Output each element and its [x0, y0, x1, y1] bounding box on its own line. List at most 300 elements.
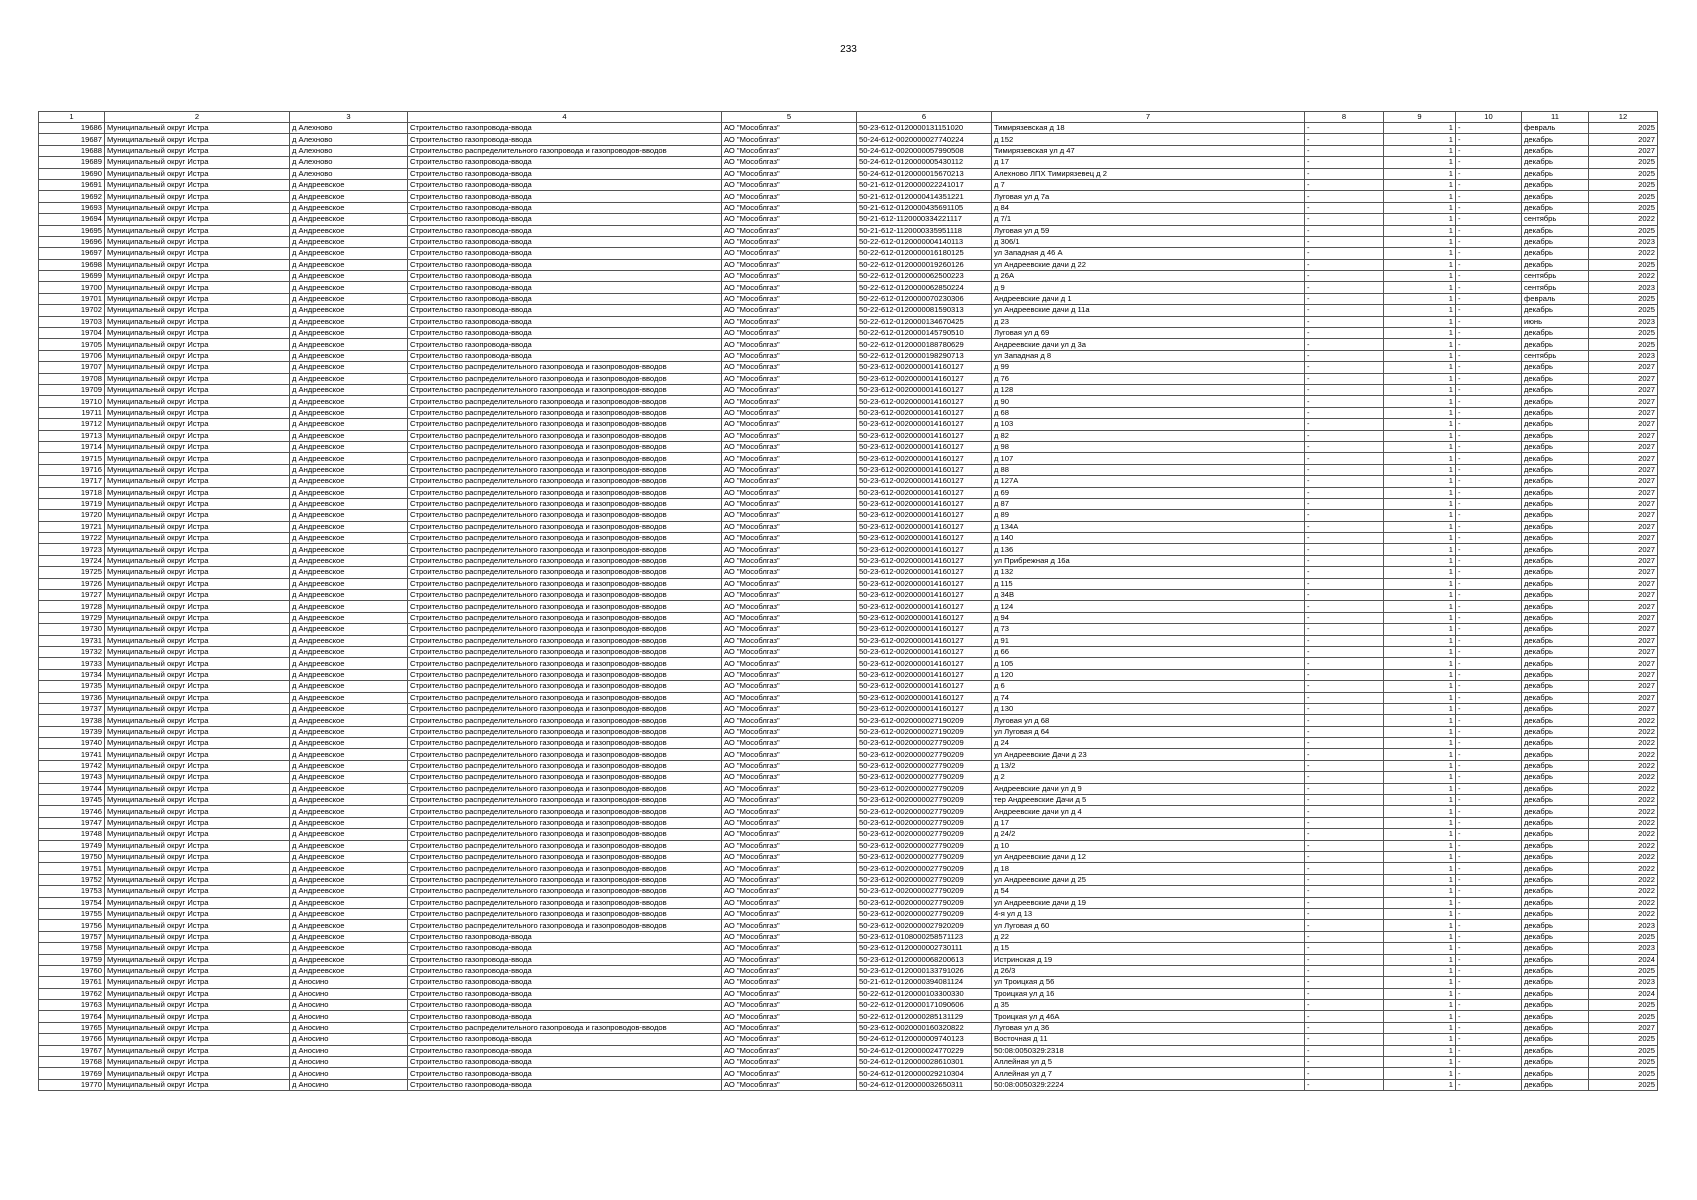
cell-municipality: Муниципальный округ Истра [105, 134, 290, 145]
cell-row-number: 19687 [39, 134, 105, 145]
table-row [39, 555, 1658, 566]
cell-organization: АО "Мособлгаз" [722, 134, 857, 145]
cell-settlement: д Андреевское [290, 726, 408, 737]
cell-quantity: 1 [1384, 396, 1456, 407]
cell-month: декабрь [1522, 1000, 1589, 1011]
table-row [39, 897, 1658, 908]
cell-col-8: - [1305, 179, 1384, 190]
cell-col-8: - [1305, 954, 1384, 965]
cell-organization: АО "Мособлгаз" [722, 1079, 857, 1090]
cell-row-number: 19705 [39, 339, 105, 350]
cell-col-10: - [1456, 179, 1522, 190]
cell-col-8: - [1305, 430, 1384, 441]
cell-row-number: 19726 [39, 578, 105, 589]
cell-municipality: Муниципальный округ Истра [105, 658, 290, 669]
cell-year: 2027 [1589, 487, 1658, 498]
cell-col-8: - [1305, 590, 1384, 601]
cell-col-8: - [1305, 931, 1384, 942]
cell-row-number: 19716 [39, 464, 105, 475]
cell-col-8: - [1305, 612, 1384, 623]
cell-organization: АО "Мособлгаз" [722, 419, 857, 430]
cell-request-id: 50-23-612-0020000014160127 [857, 590, 992, 601]
cell-request-id: 50-24-612-0120000024770229 [857, 1045, 992, 1056]
table-row [39, 988, 1658, 999]
cell-month: декабрь [1522, 601, 1589, 612]
cell-organization: АО "Мособлгаз" [722, 601, 857, 612]
cell-col-10: - [1456, 965, 1522, 976]
cell-work-type: Строительство распределительного газопровода и газопроводов-вводов [408, 715, 722, 726]
cell-work-type: Строительство газопровода-ввода [408, 328, 722, 339]
cell-month: декабрь [1522, 339, 1589, 350]
cell-work-type: Строительство распределительного газопровода и газопроводов-вводов [408, 590, 722, 601]
cell-month: декабрь [1522, 1034, 1589, 1045]
cell-address: д 98 [992, 441, 1305, 452]
cell-col-10: - [1456, 681, 1522, 692]
cell-col-10: - [1456, 362, 1522, 373]
cell-col-8: - [1305, 259, 1384, 270]
cell-month: декабрь [1522, 419, 1589, 430]
cell-request-id: 50-23-612-0020000014160127 [857, 681, 992, 692]
cell-request-id: 50-23-612-0020000027190209 [857, 726, 992, 737]
cell-col-8: - [1305, 533, 1384, 544]
cell-col-10: - [1456, 259, 1522, 270]
cell-row-number: 19702 [39, 305, 105, 316]
cell-col-8: - [1305, 624, 1384, 635]
cell-col-10: - [1456, 977, 1522, 988]
cell-quantity: 1 [1384, 863, 1456, 874]
cell-quantity: 1 [1384, 271, 1456, 282]
cell-row-number: 19753 [39, 886, 105, 897]
cell-address: д 17 [992, 817, 1305, 828]
cell-month: декабрь [1522, 407, 1589, 418]
cell-col-10: - [1456, 646, 1522, 657]
cell-municipality: Муниципальный округ Истра [105, 555, 290, 566]
cell-month: декабрь [1522, 544, 1589, 555]
cell-col-10: - [1456, 419, 1522, 430]
cell-work-type: Строительство распределительного газопровода и газопроводов-вводов [408, 601, 722, 612]
cell-col-10: - [1456, 339, 1522, 350]
cell-address: д 115 [992, 578, 1305, 589]
cell-month: декабрь [1522, 635, 1589, 646]
cell-settlement: д Андреевское [290, 498, 408, 509]
cell-col-10: - [1456, 567, 1522, 578]
cell-settlement: д Андреевское [290, 715, 408, 726]
cell-request-id: 50-23-612-0020000014160127 [857, 658, 992, 669]
cell-organization: АО "Мособлгаз" [722, 328, 857, 339]
cell-work-type: Строительство распределительного газопровода и газопроводов-вводов [408, 1022, 722, 1033]
cell-month: декабрь [1522, 738, 1589, 749]
cell-quantity: 1 [1384, 373, 1456, 384]
cell-col-10: - [1456, 271, 1522, 282]
cell-request-id: 50-23-612-0020000027790209 [857, 795, 992, 806]
cell-settlement: д Андреевское [290, 920, 408, 931]
cell-address: д 91 [992, 635, 1305, 646]
cell-work-type: Строительство газопровода-ввода [408, 293, 722, 304]
table-row [39, 795, 1658, 806]
cell-year: 2027 [1589, 692, 1658, 703]
cell-settlement: д Андреевское [290, 612, 408, 623]
cell-municipality: Муниципальный округ Истра [105, 840, 290, 851]
cell-organization: АО "Мособлгаз" [722, 908, 857, 919]
cell-request-id: 50-22-612-0120000070230306 [857, 293, 992, 304]
cell-work-type: Строительство распределительного газопровода и газопроводов-вводов [408, 829, 722, 840]
table-row [39, 829, 1658, 840]
cell-col-10: - [1456, 225, 1522, 236]
cell-request-id: 50-23-612-0020000027790209 [857, 806, 992, 817]
cell-quantity: 1 [1384, 1079, 1456, 1090]
cell-work-type: Строительство распределительного газопровода и газопроводов-вводов [408, 567, 722, 578]
cell-col-10: - [1456, 612, 1522, 623]
cell-row-number: 19759 [39, 954, 105, 965]
cell-settlement: д Андреевское [290, 419, 408, 430]
cell-address: ул Андреевские дачи д 19 [992, 897, 1305, 908]
table-row [39, 179, 1658, 190]
cell-address: д 26/3 [992, 965, 1305, 976]
cell-organization: АО "Мособлгаз" [722, 817, 857, 828]
cell-month: декабрь [1522, 874, 1589, 885]
cell-organization: АО "Мособлгаз" [722, 521, 857, 532]
cell-col-8: - [1305, 396, 1384, 407]
cell-request-id: 50-24-612-0120000029210304 [857, 1068, 992, 1079]
cell-row-number: 19711 [39, 407, 105, 418]
cell-request-id: 50-23-612-0120000002730111 [857, 943, 992, 954]
cell-settlement: д Алехново [290, 134, 408, 145]
cell-year: 2027 [1589, 578, 1658, 589]
cell-settlement: д Андреевское [290, 521, 408, 532]
cell-quantity: 1 [1384, 1000, 1456, 1011]
cell-organization: АО "Мособлгаз" [722, 760, 857, 771]
cell-request-id: 50-23-612-0020000014160127 [857, 544, 992, 555]
table-row [39, 430, 1658, 441]
cell-address: Тимирязевская д 18 [992, 123, 1305, 134]
cell-settlement: д Андреевское [290, 544, 408, 555]
cell-year: 2022 [1589, 840, 1658, 851]
cell-municipality: Муниципальный округ Истра [105, 669, 290, 680]
cell-request-id: 50-21-612-0120000394081124 [857, 977, 992, 988]
cell-request-id: 50-24-612-0120000015670213 [857, 168, 992, 179]
cell-settlement: д Алехново [290, 145, 408, 156]
cell-col-10: - [1456, 533, 1522, 544]
table-row [39, 282, 1658, 293]
cell-request-id: 50-23-612-0020000014160127 [857, 703, 992, 714]
cell-month: декабрь [1522, 248, 1589, 259]
cell-quantity: 1 [1384, 430, 1456, 441]
cell-municipality: Муниципальный округ Истра [105, 783, 290, 794]
cell-col-10: - [1456, 772, 1522, 783]
cell-month: декабрь [1522, 646, 1589, 657]
cell-row-number: 19734 [39, 669, 105, 680]
cell-year: 2025 [1589, 157, 1658, 168]
cell-organization: АО "Мособлгаз" [722, 795, 857, 806]
cell-month: декабрь [1522, 988, 1589, 999]
table-row [39, 305, 1658, 316]
cell-col-8: - [1305, 943, 1384, 954]
table-row [39, 168, 1658, 179]
cell-month: декабрь [1522, 225, 1589, 236]
cell-address: Андреевские дачи ул д 4 [992, 806, 1305, 817]
cell-settlement: д Андреевское [290, 795, 408, 806]
cell-quantity: 1 [1384, 954, 1456, 965]
cell-settlement: д Аносино [290, 1068, 408, 1079]
cell-month: декабрь [1522, 852, 1589, 863]
table-row [39, 817, 1658, 828]
cell-col-10: - [1456, 863, 1522, 874]
cell-col-10: - [1456, 908, 1522, 919]
cell-request-id: 50-23-612-0020000014160127 [857, 521, 992, 532]
cell-work-type: Строительство газопровода-ввода [408, 988, 722, 999]
cell-request-id: 50-23-612-0120000133791026 [857, 965, 992, 976]
cell-quantity: 1 [1384, 726, 1456, 737]
cell-settlement: д Алехново [290, 123, 408, 134]
cell-row-number: 19758 [39, 943, 105, 954]
cell-col-10: - [1456, 214, 1522, 225]
cell-work-type: Строительство распределительного газопровода и газопроводов-вводов [408, 635, 722, 646]
cell-settlement: д Андреевское [290, 965, 408, 976]
cell-year: 2025 [1589, 1045, 1658, 1056]
cell-row-number: 19752 [39, 874, 105, 885]
cell-municipality: Муниципальный округ Истра [105, 259, 290, 270]
table-row [39, 487, 1658, 498]
cell-row-number: 19693 [39, 202, 105, 213]
cell-request-id: 50-23-612-0120000068200613 [857, 954, 992, 965]
table-row [39, 692, 1658, 703]
cell-month: декабрь [1522, 1022, 1589, 1033]
cell-request-id: 50-22-612-0120000285131129 [857, 1011, 992, 1022]
cell-quantity: 1 [1384, 988, 1456, 999]
cell-row-number: 19740 [39, 738, 105, 749]
cell-municipality: Муниципальный округ Истра [105, 829, 290, 840]
cell-settlement: д Аносино [290, 1034, 408, 1045]
cell-row-number: 19703 [39, 316, 105, 327]
cell-row-number: 19722 [39, 533, 105, 544]
cell-municipality: Муниципальный округ Истра [105, 464, 290, 475]
cell-row-number: 19700 [39, 282, 105, 293]
cell-address: д 24 [992, 738, 1305, 749]
cell-municipality: Муниципальный округ Истра [105, 293, 290, 304]
cell-address: ул Луговая д 64 [992, 726, 1305, 737]
cell-year: 2027 [1589, 635, 1658, 646]
cell-address: д 23 [992, 316, 1305, 327]
table-row [39, 908, 1658, 919]
cell-year: 2023 [1589, 943, 1658, 954]
cell-row-number: 19704 [39, 328, 105, 339]
cell-work-type: Строительство распределительного газопровода и газопроводов-вводов [408, 476, 722, 487]
cell-work-type: Строительство распределительного газопровода и газопроводов-вводов [408, 419, 722, 430]
cell-quantity: 1 [1384, 749, 1456, 760]
cell-organization: АО "Мособлгаз" [722, 840, 857, 851]
cell-request-id: 50-23-612-0020000014160127 [857, 362, 992, 373]
cell-row-number: 19686 [39, 123, 105, 134]
cell-year: 2022 [1589, 806, 1658, 817]
table-row [39, 396, 1658, 407]
cell-work-type: Строительство распределительного газопровода и газопроводов-вводов [408, 840, 722, 851]
cell-year: 2023 [1589, 350, 1658, 361]
cell-work-type: Строительство распределительного газопровода и газопроводов-вводов [408, 772, 722, 783]
cell-address: д 17 [992, 157, 1305, 168]
cell-quantity: 1 [1384, 441, 1456, 452]
cell-year: 2023 [1589, 282, 1658, 293]
cell-col-8: - [1305, 316, 1384, 327]
table-row [39, 863, 1658, 874]
cell-year: 2027 [1589, 544, 1658, 555]
cell-settlement: д Андреевское [290, 407, 408, 418]
cell-settlement: д Андреевское [290, 316, 408, 327]
cell-col-10: - [1456, 738, 1522, 749]
cell-settlement: д Андреевское [290, 510, 408, 521]
table-row [39, 874, 1658, 885]
cell-month: декабрь [1522, 1045, 1589, 1056]
cell-request-id: 50-24-612-0120000028610301 [857, 1057, 992, 1068]
cell-year: 2025 [1589, 1068, 1658, 1079]
cell-row-number: 19694 [39, 214, 105, 225]
cell-work-type: Строительство распределительного газопровода и газопроводов-вводов [408, 510, 722, 521]
table-row [39, 567, 1658, 578]
cell-request-id: 50-23-612-0020000027790209 [857, 829, 992, 840]
cell-month: декабрь [1522, 954, 1589, 965]
cell-col-8: - [1305, 635, 1384, 646]
cell-settlement: д Андреевское [290, 760, 408, 771]
cell-month: декабрь [1522, 943, 1589, 954]
cell-municipality: Муниципальный округ Истра [105, 726, 290, 737]
cell-col-8: - [1305, 453, 1384, 464]
table-row [39, 669, 1658, 680]
cell-row-number: 19735 [39, 681, 105, 692]
cell-settlement: д Андреевское [290, 931, 408, 942]
cell-month: декабрь [1522, 521, 1589, 532]
cell-col-10: - [1456, 931, 1522, 942]
cell-municipality: Муниципальный округ Истра [105, 1057, 290, 1068]
cell-work-type: Строительство распределительного газопровода и газопроводов-вводов [408, 738, 722, 749]
cell-settlement: д Андреевское [290, 954, 408, 965]
cell-col-8: - [1305, 145, 1384, 156]
cell-col-8: - [1305, 305, 1384, 316]
table-row [39, 407, 1658, 418]
cell-year: 2027 [1589, 362, 1658, 373]
cell-col-8: - [1305, 441, 1384, 452]
cell-organization: АО "Мособлгаз" [722, 259, 857, 270]
cell-work-type: Строительство распределительного газопровода и газопроводов-вводов [408, 578, 722, 589]
cell-month: декабрь [1522, 305, 1589, 316]
cell-address: ул Западная д 46 А [992, 248, 1305, 259]
cell-work-type: Строительство распределительного газопровода и газопроводов-вводов [408, 703, 722, 714]
cell-row-number: 19696 [39, 236, 105, 247]
cell-col-8: - [1305, 681, 1384, 692]
cell-col-8: - [1305, 464, 1384, 475]
cell-month: декабрь [1522, 259, 1589, 270]
cell-year: 2023 [1589, 236, 1658, 247]
cell-year: 2022 [1589, 852, 1658, 863]
cell-quantity: 1 [1384, 567, 1456, 578]
cell-year: 2022 [1589, 897, 1658, 908]
table-row [39, 202, 1658, 213]
table-row [39, 601, 1658, 612]
cell-municipality: Муниципальный округ Истра [105, 635, 290, 646]
cell-organization: АО "Мособлгаз" [722, 829, 857, 840]
cell-year: 2027 [1589, 624, 1658, 635]
cell-quantity: 1 [1384, 134, 1456, 145]
cell-address: д 76 [992, 373, 1305, 384]
cell-request-id: 50-23-612-0020000027790209 [857, 817, 992, 828]
cell-address: ул Андреевские дачи д 11а [992, 305, 1305, 316]
cell-settlement: д Андреевское [290, 897, 408, 908]
cell-request-id: 50-23-612-0020000014160127 [857, 487, 992, 498]
cell-municipality: Муниципальный округ Истра [105, 487, 290, 498]
cell-address: д 10 [992, 840, 1305, 851]
cell-address: Луговая ул д 69 [992, 328, 1305, 339]
cell-row-number: 19718 [39, 487, 105, 498]
cell-year: 2027 [1589, 567, 1658, 578]
cell-address: д 120 [992, 669, 1305, 680]
cell-month: декабрь [1522, 726, 1589, 737]
cell-settlement: д Андреевское [290, 749, 408, 760]
cell-year: 2022 [1589, 738, 1658, 749]
cell-row-number: 19762 [39, 988, 105, 999]
cell-month: декабрь [1522, 453, 1589, 464]
cell-row-number: 19767 [39, 1045, 105, 1056]
cell-quantity: 1 [1384, 669, 1456, 680]
cell-col-8: - [1305, 601, 1384, 612]
cell-year: 2025 [1589, 202, 1658, 213]
cell-year: 2027 [1589, 658, 1658, 669]
cell-month: декабрь [1522, 612, 1589, 623]
cell-organization: АО "Мособлгаз" [722, 772, 857, 783]
cell-row-number: 19736 [39, 692, 105, 703]
cell-quantity: 1 [1384, 362, 1456, 373]
cell-address: д 99 [992, 362, 1305, 373]
table-row [39, 225, 1658, 236]
cell-col-8: - [1305, 498, 1384, 509]
cell-row-number: 19769 [39, 1068, 105, 1079]
table-row [39, 783, 1658, 794]
cell-municipality: Муниципальный округ Истра [105, 988, 290, 999]
cell-row-number: 19692 [39, 191, 105, 202]
cell-work-type: Строительство газопровода-ввода [408, 943, 722, 954]
cell-address: д 34В [992, 590, 1305, 601]
cell-quantity: 1 [1384, 852, 1456, 863]
cell-quantity: 1 [1384, 350, 1456, 361]
cell-municipality: Муниципальный округ Истра [105, 965, 290, 976]
cell-municipality: Муниципальный округ Истра [105, 248, 290, 259]
cell-month: декабрь [1522, 157, 1589, 168]
cell-quantity: 1 [1384, 1034, 1456, 1045]
cell-quantity: 1 [1384, 1045, 1456, 1056]
cell-settlement: д Андреевское [290, 590, 408, 601]
cell-request-id: 50-23-612-0020000014160127 [857, 476, 992, 487]
cell-organization: АО "Мособлгаз" [722, 988, 857, 999]
cell-year: 2022 [1589, 908, 1658, 919]
cell-year: 2023 [1589, 920, 1658, 931]
cell-col-10: - [1456, 123, 1522, 134]
cell-settlement: д Андреевское [290, 305, 408, 316]
cell-col-10: - [1456, 236, 1522, 247]
cell-settlement: д Андреевское [290, 293, 408, 304]
cell-year: 2027 [1589, 521, 1658, 532]
cell-municipality: Муниципальный округ Истра [105, 908, 290, 919]
cell-municipality: Муниципальный округ Истра [105, 681, 290, 692]
cell-settlement: д Андреевское [290, 362, 408, 373]
cell-settlement: д Андреевское [290, 829, 408, 840]
cell-col-10: - [1456, 441, 1522, 452]
cell-work-type: Строительство газопровода-ввода [408, 168, 722, 179]
cell-work-type: Строительство газопровода-ввода [408, 271, 722, 282]
cell-month: декабрь [1522, 920, 1589, 931]
cell-col-8: - [1305, 157, 1384, 168]
cell-row-number: 19728 [39, 601, 105, 612]
cell-municipality: Муниципальный округ Истра [105, 236, 290, 247]
cell-work-type: Строительство распределительного газопровода и газопроводов-вводов [408, 806, 722, 817]
cell-organization: АО "Мособлгаз" [722, 533, 857, 544]
cell-month: сентябрь [1522, 282, 1589, 293]
